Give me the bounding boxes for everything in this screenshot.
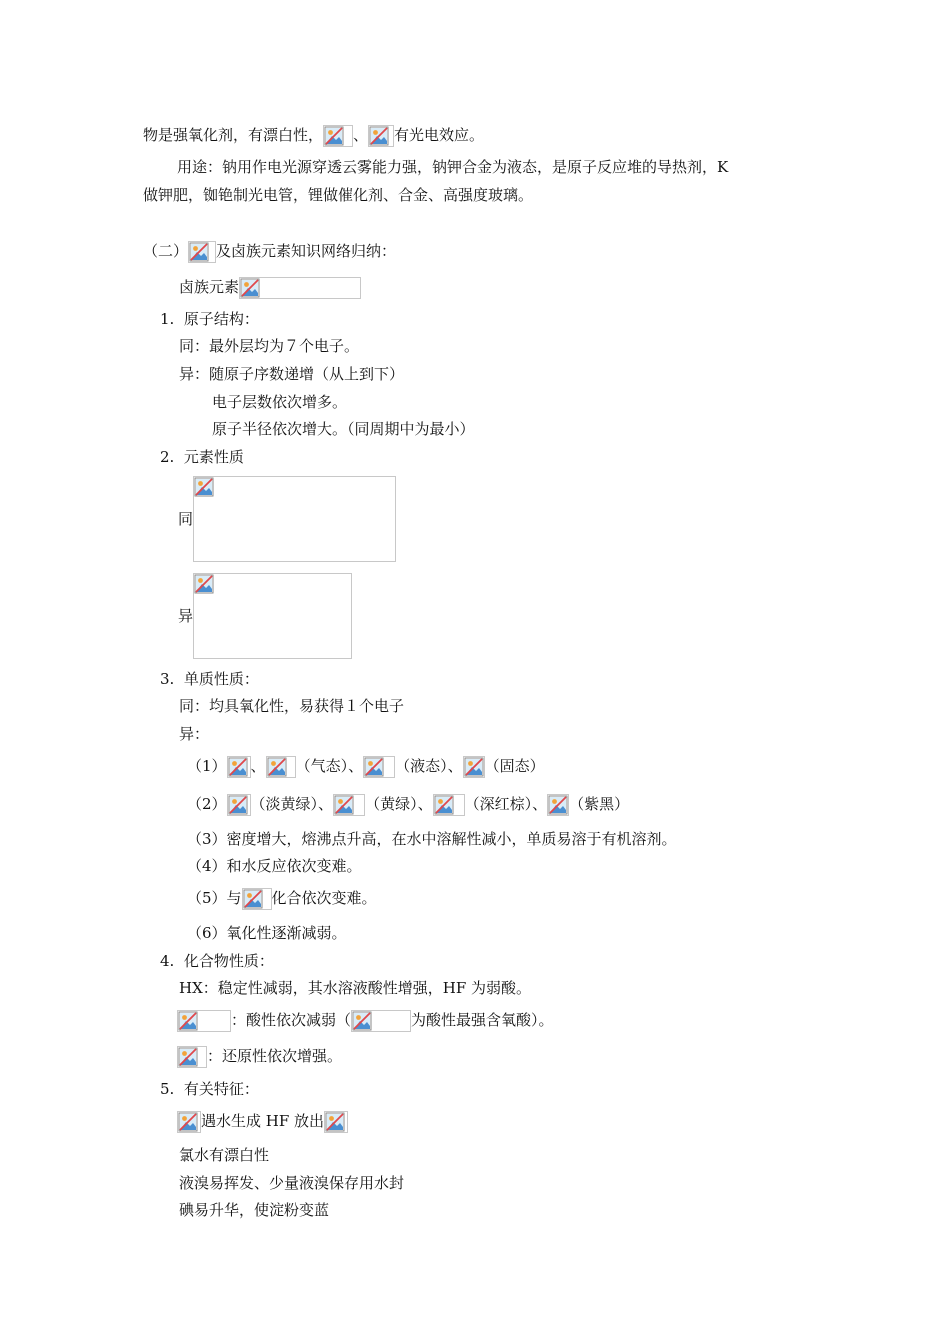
broken-image-icon — [178, 1047, 198, 1067]
formula-image-block — [193, 476, 396, 562]
simple-item-3: （3）密度增大，熔沸点升高，在水中溶解性减小，单质易溶于有机溶剂。 — [187, 830, 677, 848]
element-heading — [160, 446, 244, 468]
atomic-diff-1: 电子层数依次增多。 — [212, 393, 348, 411]
item-number: 3. — [160, 670, 175, 688]
simple-item-2 — [187, 793, 629, 816]
item-title: 单质性质： — [183, 670, 259, 688]
formula-image — [266, 756, 296, 778]
item-label: （1） — [187, 757, 227, 775]
simple-diff: 异： — [179, 725, 210, 743]
item-title: 元素性质 — [183, 448, 244, 466]
element-diff-label: 异 — [178, 607, 194, 625]
broken-image-icon — [364, 757, 384, 777]
broken-image-icon — [178, 1112, 198, 1132]
formula-image — [463, 756, 485, 778]
halogen-subheading — [179, 276, 361, 299]
section-heading — [143, 240, 396, 263]
atomic-diff: 异：随原子序数递增（从上到下） — [179, 365, 405, 383]
compound-reduce — [177, 1045, 342, 1068]
broken-image-icon — [325, 1112, 345, 1132]
compound-acid — [177, 1009, 554, 1032]
simple-same: 同：均具氧化性，易获得１个电子 — [179, 697, 405, 715]
broken-image-icon — [178, 1011, 198, 1031]
intro-line-2: 用途：钠用作电光源穿透云雾能力强，钠钾合金为液态，是原子反应堆的导热剂，K — [177, 158, 729, 176]
simple-heading — [160, 668, 259, 690]
formula-image — [227, 794, 251, 816]
item-title: 原子结构： — [183, 310, 259, 328]
simple-item-5 — [187, 887, 377, 910]
subheading-text: 卤族元素 — [179, 278, 240, 296]
state-solid: （固态） — [484, 757, 545, 775]
atomic-heading — [160, 308, 259, 330]
formula-image — [333, 794, 365, 816]
formula-image — [227, 756, 251, 778]
broken-image-icon — [369, 126, 389, 146]
acid-text-a: ：酸性依次减弱（ — [231, 1011, 352, 1029]
item-title: 化合物性质： — [183, 952, 274, 970]
broken-image-icon — [434, 795, 454, 815]
formula-image — [177, 1046, 207, 1068]
item-title: 有关特征： — [183, 1080, 259, 1098]
feature-2: 氯水有漂白性 — [179, 1146, 270, 1164]
atomic-diff-2: 原子半径依次增大。（同周期中为最小） — [212, 420, 475, 438]
simple-item-4: （4）和水反应依次变难。 — [187, 857, 362, 875]
item-number: 2. — [160, 448, 175, 466]
formula-image — [433, 794, 465, 816]
broken-image-icon — [228, 757, 248, 777]
compound-heading — [160, 950, 274, 972]
feature-1-text: 遇水生成 HF 放出 — [201, 1112, 325, 1130]
element-same-label: 同 — [178, 510, 194, 528]
compound-hx: HX：稳定性减弱，其水溶液酸性增强，HF 为弱酸。 — [179, 979, 532, 997]
formula-image — [188, 241, 216, 263]
item-label: （2） — [187, 795, 227, 813]
intro-sep: 、 — [353, 126, 369, 144]
formula-image — [351, 1010, 411, 1032]
color-pale-yellow-green: （淡黄绿）、 — [250, 795, 334, 813]
broken-image-icon — [189, 242, 209, 262]
color-dark-red-brown: （深红棕）、 — [464, 795, 548, 813]
color-yellow-green: （黄绿）、 — [365, 795, 433, 813]
color-purple-black: （紫黑） — [569, 795, 630, 813]
formula-image — [368, 125, 394, 147]
section-prefix: （二） — [143, 242, 189, 260]
broken-image-icon — [194, 574, 214, 594]
broken-image-icon — [228, 795, 248, 815]
broken-image-icon — [243, 889, 263, 909]
formula-image — [177, 1010, 231, 1032]
acid-text-b: 为酸性最强含氧酸）。 — [411, 1011, 554, 1029]
broken-image-icon — [194, 477, 214, 497]
state-liquid: （液态）、 — [395, 757, 463, 775]
feature-1 — [177, 1110, 348, 1133]
formula-image — [242, 888, 272, 910]
feature-3: 液溴易挥发、少量液溴保存用水封 — [179, 1174, 405, 1192]
broken-image-icon — [334, 795, 354, 815]
item-5-text-a: （5）与 — [187, 889, 242, 907]
reduce-text: ：还原性依次增强。 — [207, 1047, 343, 1065]
broken-image-icon — [548, 795, 568, 815]
state-gas: （气态）、 — [295, 757, 364, 775]
intro-line-1 — [143, 124, 484, 147]
intro-line-3: 做钾肥，铷铯制光电管，锂做催化剂、合金、高强度玻璃。 — [143, 186, 534, 204]
section-heading-text: 及卤族元素知识网络归纳： — [216, 242, 397, 260]
formula-image — [177, 1111, 201, 1133]
formula-image-block — [193, 573, 352, 659]
separator: 、 — [250, 757, 266, 775]
intro-text-a: 物是强氧化剂，有漂白性， — [143, 126, 324, 144]
simple-item-6: （6）氧化性逐渐减弱。 — [187, 924, 347, 942]
feature-4: 碘易升华，使淀粉变蓝 — [179, 1201, 330, 1219]
formula-image — [363, 756, 395, 778]
item-5-text-b: 化合依次变难。 — [271, 889, 377, 907]
item-number: 4. — [160, 952, 175, 970]
features-heading — [160, 1078, 259, 1100]
atomic-same: 同：最外层均为７个电子。 — [179, 337, 360, 355]
formula-image — [239, 277, 361, 299]
intro-text-b: 有光电效应。 — [394, 126, 485, 144]
broken-image-icon — [240, 278, 260, 298]
item-number: 5. — [160, 1080, 175, 1098]
formula-image — [323, 125, 353, 147]
formula-image — [547, 794, 569, 816]
simple-item-1 — [187, 755, 545, 778]
item-number: 1. — [160, 310, 175, 328]
broken-image-icon — [352, 1011, 372, 1031]
broken-image-icon — [324, 126, 344, 146]
formula-image — [324, 1111, 348, 1133]
broken-image-icon — [464, 757, 484, 777]
broken-image-icon — [267, 757, 287, 777]
